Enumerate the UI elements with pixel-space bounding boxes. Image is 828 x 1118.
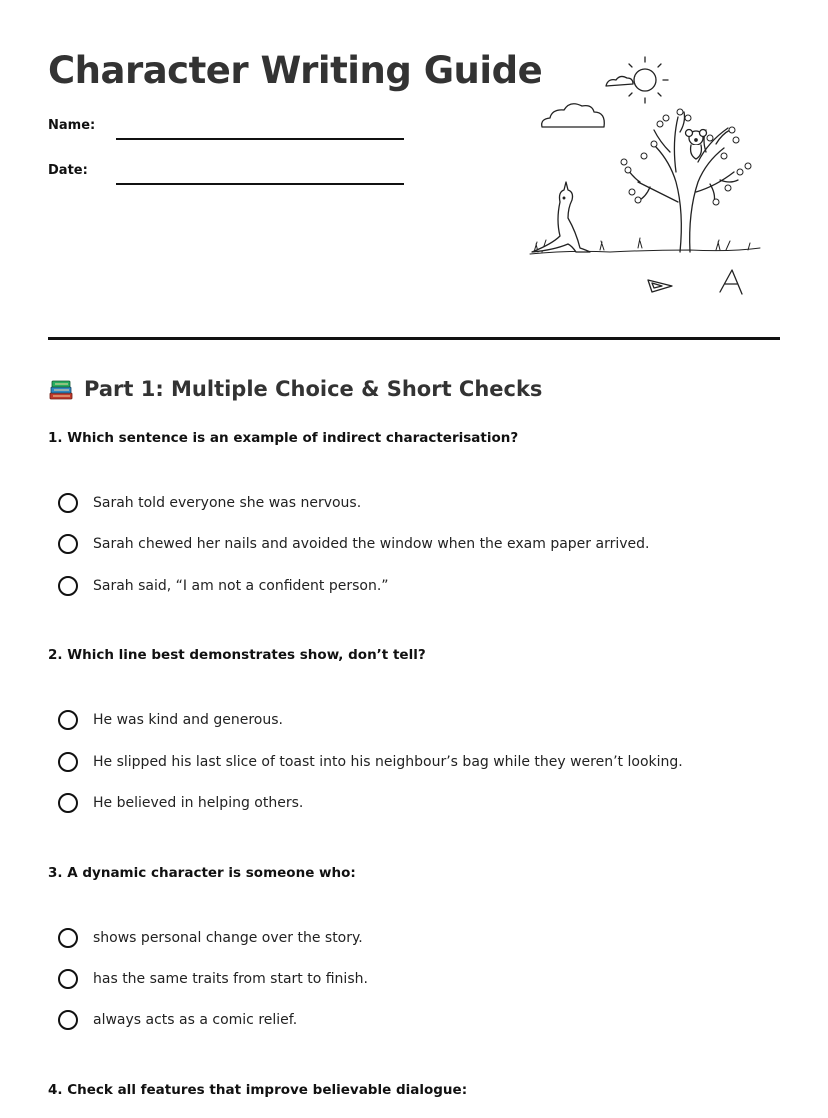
q3-option-2[interactable]: [58, 967, 368, 991]
radio-button[interactable]: [58, 493, 78, 513]
option-label: Sarah told everyone she was nervous.: [93, 495, 362, 511]
question-1: 1. Which sentence is an example of indirect characterisation?: [48, 430, 519, 446]
option-label: Sarah said, “I am not a confident person.”: [93, 578, 389, 594]
q2-option-2[interactable]: [58, 750, 683, 774]
date-label: Date:: [48, 163, 88, 178]
option-label: He was kind and generous.: [93, 712, 283, 728]
question-4: 4. Check all features that improve believable dialogue:: [48, 1082, 468, 1098]
sun-icon: [606, 57, 668, 103]
section-divider: [48, 337, 780, 340]
q2-option-3[interactable]: [58, 791, 303, 815]
kangaroo-icon: [532, 182, 590, 252]
radio-button[interactable]: [58, 1010, 78, 1030]
q2-option-1[interactable]: [58, 708, 283, 732]
radio-button[interactable]: [58, 793, 78, 813]
question-2: 2. Which line best demonstrates show, don’t tell?: [48, 647, 426, 663]
name-line[interactable]: [116, 138, 404, 140]
radio-button[interactable]: [58, 534, 78, 554]
question-3: 3. A dynamic character is someone who:: [48, 865, 356, 881]
option-label: He slipped his last slice of toast into his neighbour’s bag while they weren’t looking.: [93, 754, 683, 770]
books-icon: [48, 376, 74, 402]
radio-button[interactable]: [58, 969, 78, 989]
worksheet-title: Character Writing Guide: [48, 49, 543, 92]
date-line[interactable]: [116, 183, 404, 185]
q1-option-3[interactable]: [58, 574, 389, 598]
header-illustration: [520, 52, 770, 302]
radio-button[interactable]: [58, 752, 78, 772]
option-label: shows personal change over the story.: [93, 930, 363, 946]
ruler-triangle-icon: [648, 280, 672, 292]
radio-button[interactable]: [58, 710, 78, 730]
part1-heading: [48, 374, 542, 404]
option-label: always acts as a comic relief.: [93, 1012, 298, 1028]
radio-button[interactable]: [58, 576, 78, 596]
q1-option-2[interactable]: [58, 532, 649, 556]
option-label: He believed in helping others.: [93, 795, 304, 811]
q3-option-1[interactable]: [58, 926, 363, 950]
option-label: Sarah chewed her nails and avoided the window when the exam paper arrived.: [93, 536, 650, 552]
cloud-icon: [542, 104, 605, 127]
compass-icon: [720, 270, 742, 294]
part1-heading-text: Part 1: Multiple Choice & Short Checks: [84, 377, 543, 401]
option-label: has the same traits from start to finish.: [93, 971, 368, 987]
radio-button[interactable]: [58, 928, 78, 948]
q1-option-1[interactable]: [58, 491, 361, 515]
name-label: Name:: [48, 118, 96, 133]
koala-icon: [686, 130, 707, 160]
q3-option-3[interactable]: [58, 1008, 297, 1032]
